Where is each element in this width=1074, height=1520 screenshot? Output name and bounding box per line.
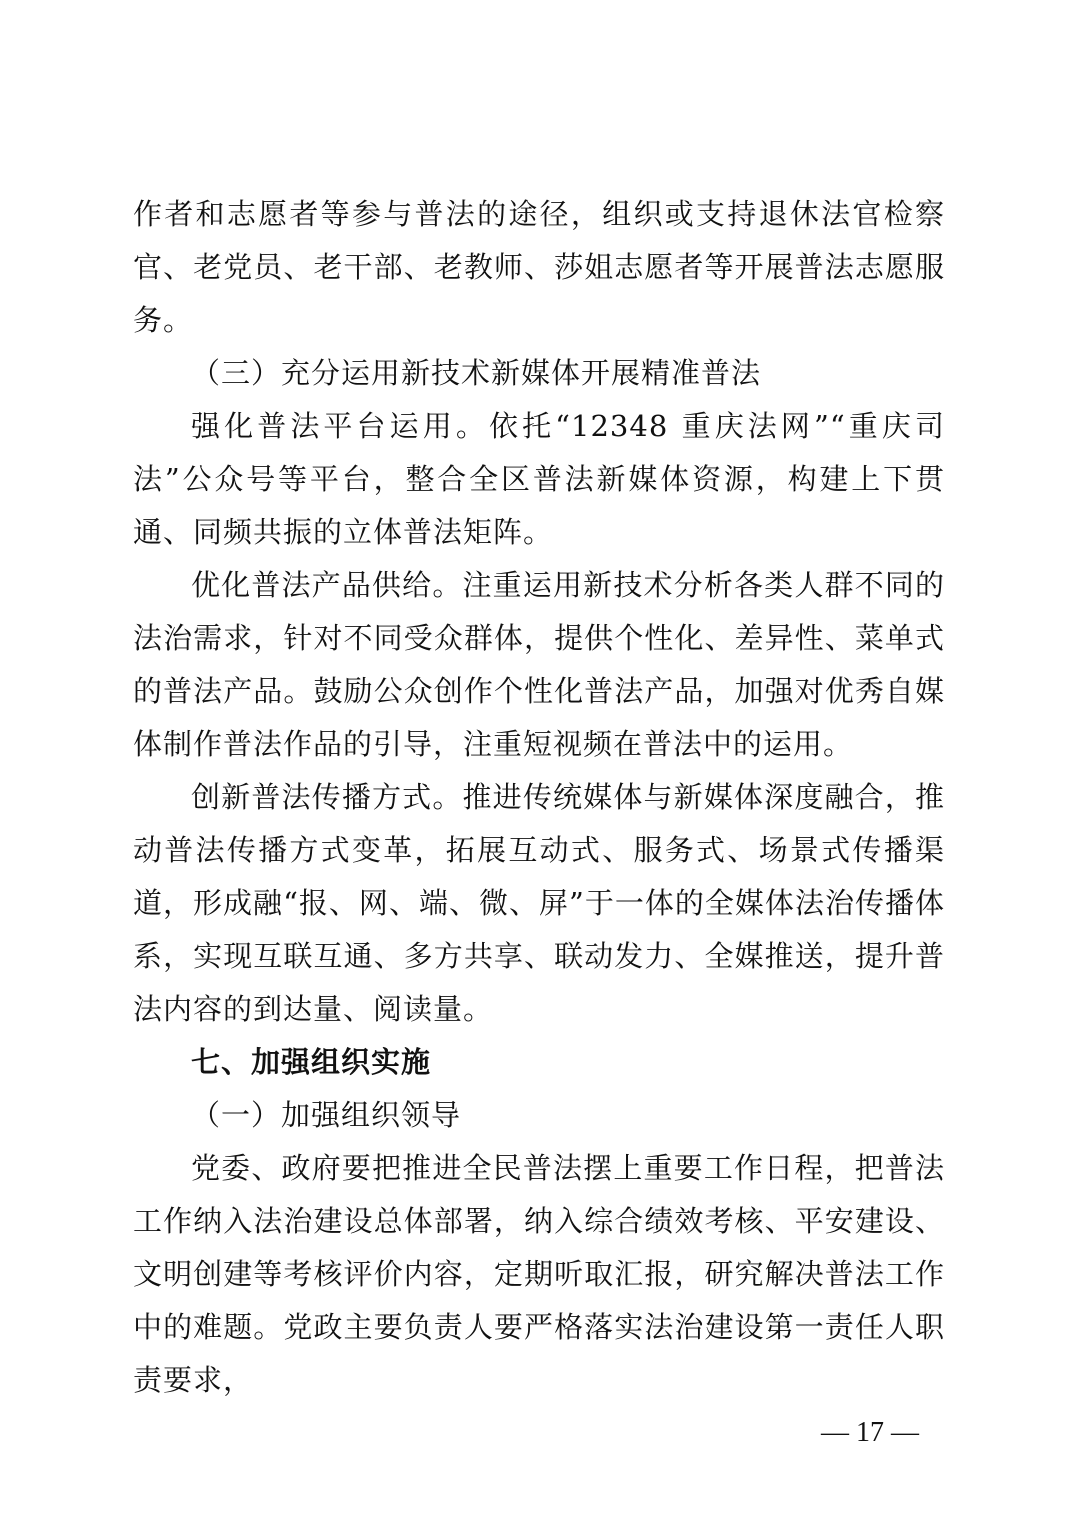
body-text bbox=[133, 188, 945, 1407]
paragraph-platform: 强化普法平台运用。依托“12348 重庆法网”“重庆司法”公众号等平台，整合全区普法新媒体资源，构建上下贯通、同频共振的立体普法矩阵。 bbox=[133, 409, 945, 549]
section-heading-3: （三）充分运用新技术新媒体开展精准普法 bbox=[191, 356, 762, 390]
paragraph-leadership: 党委、政府要把推进全民普法摆上重要工作日程，把普法工作纳入法治建设总体部署，纳入综合绩效考核、平安建设、文明创建等考核评价内容，定期听取汇报，研究解决普法工作中的难题。党政主要负责人要严格落实法治建设第一责任人职责要求， bbox=[133, 1151, 945, 1397]
paragraph-continued: 作者和志愿者等参与普法的途径，组织或支持退休法官检察官、老党员、老干部、老教师、莎姐志愿者等开展普法志愿服务。 bbox=[133, 197, 945, 337]
paragraph-communication: 创新普法传播方式。推进传统媒体与新媒体深度融合，推动普法传播方式变革，拓展互动式、服务式、场景式传播渠道，形成融“报、网、端、微、屏”于一体的全媒体法治传播体系，实现互联互通、多方共享、联动发力、全媒推送，提升普法内容的到达量、阅读量。 bbox=[133, 780, 945, 1026]
chapter-heading-7: 七、加强组织实施 bbox=[191, 1045, 432, 1079]
page-number: — 17 — bbox=[821, 1417, 919, 1448]
section-heading-1: （一）加强组织领导 bbox=[191, 1098, 462, 1132]
paragraph-products: 优化普法产品供给。注重运用新技术分析各类人群不同的法治需求，针对不同受众群体，提供个性化、差异性、菜单式的普法产品。鼓励公众创作个性化普法产品，加强对优秀自媒体制作普法作品的引导，注重短视频在普法中的运用。 bbox=[133, 568, 945, 761]
